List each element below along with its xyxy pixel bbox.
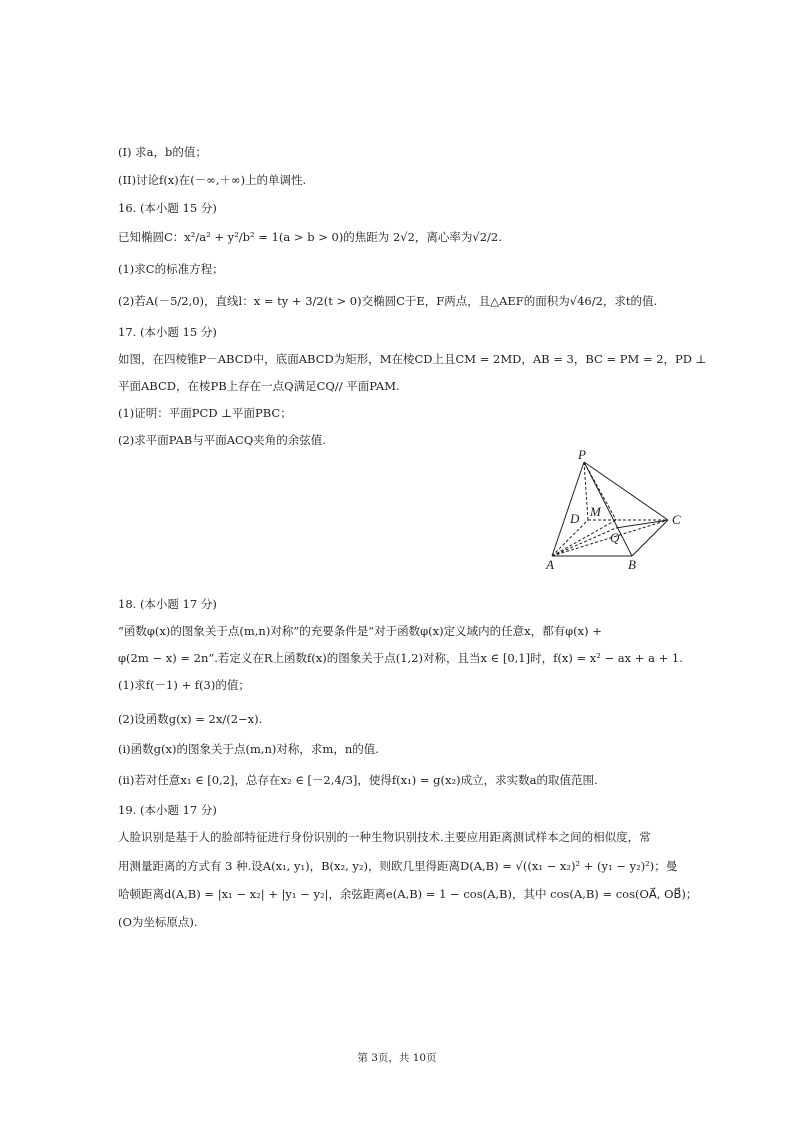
text-line: (1)证明：平面PCD ⊥平面PBC； bbox=[118, 406, 292, 420]
text-line: (II)讨论f(x)在(－∞,＋∞)上的单调性. bbox=[118, 173, 307, 187]
pyramid-figure bbox=[540, 448, 700, 573]
text-line: (2)设函数g(x) = 2x/(2−x). bbox=[118, 712, 263, 726]
question-heading: 19. (本小题 17 分) bbox=[118, 803, 217, 817]
text-line: (2)求平面PAB与平面ACQ夹角的余弦值. bbox=[118, 433, 326, 447]
edge-AQ bbox=[552, 528, 616, 556]
question-heading: 16. (本小题 15 分) bbox=[118, 201, 217, 215]
edge-AM bbox=[552, 520, 616, 556]
text-line: (I) 求a，b的值； bbox=[118, 145, 207, 159]
text-line: (ii)若对任意x₁ ∈ [0,2]，总存在x₂ ∈ [－2,4/3]，使得f(x₁) = g(x₂)成立，求实数a的取值范围. bbox=[118, 773, 598, 787]
text-line: (i)函数g(x)的图象关于点(m,n)对称，求m，n的值. bbox=[118, 742, 379, 756]
text-line: 如图，在四棱锥P－ABCD中，底面ABCD为矩形，M在棱CD上且CM = 2MD，AB = 3，BC = PM = 2，PD ⊥ bbox=[118, 352, 707, 366]
edge-PD bbox=[584, 462, 588, 520]
text-line: (O为坐标原点). bbox=[118, 915, 198, 929]
text-line: φ(2m − x) = 2n”.若定义在R上函数f(x)的图象关于点(1,2)对称，且当x ∈ [0,1]时，f(x) = x² − ax + a + 1. bbox=[118, 651, 683, 665]
text-line: “函数φ(x)的图象关于点(m,n)对称”的充要条件是“对于函数φ(x)定义域内的任意x，都有φ(x) + bbox=[118, 624, 602, 638]
edge-QC bbox=[616, 520, 668, 528]
edge-PA bbox=[552, 462, 584, 556]
text-line: (1)求C的标准方程； bbox=[118, 262, 224, 276]
text-line: 已知椭圆C：x²/a² + y²/b² = 1(a > b > 0)的焦距为 2√2，离心率为√2/2. bbox=[118, 230, 502, 244]
label-C: C bbox=[672, 512, 681, 527]
text-line: (1)求f(－1) + f(3)的值； bbox=[118, 678, 250, 692]
label-B: B bbox=[628, 557, 636, 572]
text-line: 哈顿距离d(A,B) = |x₁ − x₂| + |y₁ − y₂|，余弦距离e(A,B) = 1 − cos(A,B)，其中 cos(A,B) = cos(OA⃗, OB⃗)； bbox=[118, 887, 698, 901]
label-Q: Q bbox=[610, 530, 620, 545]
page-footer: 第 3页，共 10页 bbox=[357, 1052, 437, 1064]
question-heading: 17. (本小题 15 分) bbox=[118, 325, 217, 339]
text-line: 平面ABCD，在棱PB上存在一点Q满足CQ// 平面PAM. bbox=[118, 379, 400, 393]
label-D: D bbox=[570, 511, 580, 526]
text-line: (2)若A(－5/2,0)，直线l：x = ty + 3/2(t > 0)交椭圆C于E，F两点，且△AEF的面积为√46/2，求t的值. bbox=[118, 294, 658, 308]
text-line: 用测量距离的方式有 3 种.设A(x₁, y₁)，B(x₂, y₂)，则欧几里得距离D(A,B) = √((x₁ − x₂)² + (y₁ − y₂)²)；曼 bbox=[118, 859, 678, 873]
label-M: M bbox=[590, 504, 601, 519]
label-P: P bbox=[578, 448, 586, 462]
question-heading: 18. (本小题 17 分) bbox=[118, 597, 217, 611]
text-line: 人脸识别是基于人的脸部特征进行身份识别的一种生物识别技术.主要应用距离测试样本之间的相似度，常 bbox=[118, 830, 651, 844]
label-A: A bbox=[546, 557, 554, 572]
